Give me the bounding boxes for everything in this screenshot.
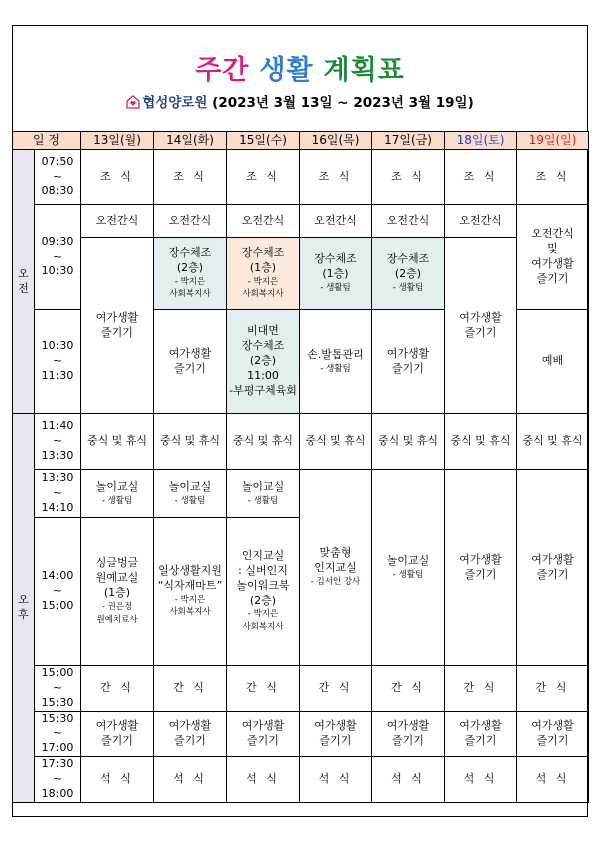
time-cell: 15:30 ~ 17:00	[35, 711, 81, 757]
tuesday-leisure-cell: 여가생활 즐기기	[154, 310, 227, 414]
header-day-thu: 16일(목)	[300, 132, 372, 150]
breakfast-cell: 조 식	[300, 150, 372, 205]
snack-cell: 간 식	[81, 666, 154, 712]
title-part-2: 생활	[259, 55, 314, 86]
dinner-cell: 석 식	[81, 757, 154, 803]
wednesday-cognitive-cell: 인지교실 : 실버인지 놀이워크북 (2층) - 박지은 사회복지사	[227, 518, 300, 666]
snack-cell: 간 식	[372, 666, 445, 712]
monday-leisure-cell: 여가생활 즐기기	[81, 238, 154, 414]
leisure-cell: 여가생활 즐기기	[517, 711, 589, 757]
breakfast-cell: 조 식	[445, 150, 517, 205]
time-cell: 09:30 ~ 10:30	[35, 205, 81, 310]
dinner-cell: 석 식	[300, 757, 372, 803]
leisure-cell: 여가생활 즐기기	[81, 711, 154, 757]
morning-snack-cell: 오전간식	[227, 205, 300, 238]
date-range: (2023년 3월 13일 ~ 2023년 3월 19일)	[212, 95, 474, 111]
breakfast-cell: 조 식	[81, 150, 154, 205]
table-row	[13, 666, 589, 712]
leisure-cell: 여가생활 즐기기	[445, 711, 517, 757]
snack-cell: 간 식	[445, 666, 517, 712]
thursday-nail-care-cell: 손.발톱관리 - 생활팀	[300, 310, 372, 414]
play-class-cell: 놀이교실 - 생활팀	[227, 470, 300, 518]
header-schedule-label: 일 정	[13, 132, 81, 150]
sunday-worship-cell: 예배	[517, 310, 589, 414]
thursday-custom-cognitive-cell: 맞춤형 인지교실 - 김서인 강사	[300, 470, 372, 666]
table-row	[13, 205, 589, 238]
dinner-cell: 석 식	[517, 757, 589, 803]
dinner-cell: 석 식	[154, 757, 227, 803]
lunch-cell: 중식 및 휴식	[227, 414, 300, 470]
table-row	[13, 470, 589, 518]
friday-leisure-cell: 여가생활 즐기기	[372, 310, 445, 414]
morning-snack-cell: 오전간식	[445, 205, 517, 238]
time-cell: 15:00 ~ 15:30	[35, 666, 81, 712]
tuesday-daily-support-cell: 일상생활지원 “식자재마트” - 박지은 사회복지사	[154, 518, 227, 666]
friday-play-class-cell: 놀이교실 - 생활팀	[372, 470, 445, 666]
time-cell: 17:30 ~ 18:00	[35, 757, 81, 803]
lunch-cell: 중식 및 휴식	[445, 414, 517, 470]
table-row	[13, 150, 589, 205]
header-day-sat: 18일(토)	[445, 132, 517, 150]
lunch-cell: 중식 및 휴식	[517, 414, 589, 470]
snack-cell: 간 식	[300, 666, 372, 712]
monday-gardening-cell: 싱글벙글 원예교실 (1층) - 권은정 원예치료사	[81, 518, 154, 666]
table-row	[13, 238, 589, 310]
page-subtitle	[0, 91, 600, 111]
friday-exercise-cell: 장수체조 (2층) - 생활팀	[372, 238, 445, 310]
saturday-leisure-cell: 여가생활 즐기기	[445, 238, 517, 414]
breakfast-cell: 조 식	[227, 150, 300, 205]
header-day-wed: 15일(수)	[227, 132, 300, 150]
tuesday-exercise-cell: 장수체조 (2층) - 박지은 사회복지사	[154, 238, 227, 310]
table-row	[13, 414, 589, 470]
weekly-schedule-table	[12, 131, 589, 803]
table-row	[13, 757, 589, 803]
play-class-cell: 놀이교실 - 생활팀	[81, 470, 154, 518]
play-class-cell: 놀이교실 - 생활팀	[154, 470, 227, 518]
sunday-morning-cell: 오전간식 및 여가생활 즐기기	[517, 205, 589, 310]
morning-snack-cell: 오전간식	[372, 205, 445, 238]
dinner-cell: 석 식	[227, 757, 300, 803]
time-cell: 11:40 ~ 13:30	[35, 414, 81, 470]
lunch-cell: 중식 및 휴식	[154, 414, 227, 470]
morning-snack-cell: 오전간식	[300, 205, 372, 238]
header-day-tue: 14일(화)	[154, 132, 227, 150]
header-day-mon: 13일(월)	[81, 132, 154, 150]
leisure-cell: 여가생활 즐기기	[154, 711, 227, 757]
breakfast-cell: 조 식	[154, 150, 227, 205]
dinner-cell: 석 식	[372, 757, 445, 803]
saturday-afternoon-leisure-cell: 여가생활 즐기기	[445, 470, 517, 666]
period-morning: 오 전	[13, 150, 35, 414]
snack-cell: 간 식	[154, 666, 227, 712]
title-part-1: 주간	[195, 55, 250, 86]
snack-cell: 간 식	[227, 666, 300, 712]
breakfast-cell: 조 식	[517, 150, 589, 205]
lunch-cell: 중식 및 휴식	[81, 414, 154, 470]
time-cell: 07:50 ~ 08:30	[35, 150, 81, 205]
dinner-cell: 석 식	[445, 757, 517, 803]
title-part-3: 계획표	[323, 55, 405, 86]
morning-snack-cell: 오전간식	[154, 205, 227, 238]
leisure-cell: 여가생활 즐기기	[372, 711, 445, 757]
page-title	[0, 48, 600, 87]
breakfast-cell: 조 식	[372, 150, 445, 205]
time-cell: 13:30 ~ 14:10	[35, 470, 81, 518]
lunch-cell: 중식 및 휴식	[300, 414, 372, 470]
table-row	[13, 711, 589, 757]
morning-snack-cell: 오전간식	[81, 205, 154, 238]
thursday-exercise-cell: 장수체조 (1층) - 생활팀	[300, 238, 372, 310]
time-cell: 14:00 ~ 15:00	[35, 518, 81, 666]
leisure-cell: 여가생활 즐기기	[227, 711, 300, 757]
organization-name: 협성양로원	[142, 95, 208, 111]
header-day-fri: 17일(금)	[372, 132, 445, 150]
snack-cell: 간 식	[517, 666, 589, 712]
period-afternoon: 오 후	[13, 414, 35, 803]
header-row	[13, 132, 589, 150]
sunday-afternoon-leisure-cell: 여가생활 즐기기	[517, 470, 589, 666]
wednesday-exercise-cell: 장수체조 (1층) - 박지은 사회복지사	[227, 238, 300, 310]
lunch-cell: 중식 및 휴식	[372, 414, 445, 470]
header-day-sun: 19일(일)	[517, 132, 589, 150]
time-cell: 10:30 ~ 11:30	[35, 310, 81, 414]
leisure-cell: 여가생활 즐기기	[300, 711, 372, 757]
wednesday-online-exercise-cell: 비대면 장수체조 (2층) 11:00 -부평구체육회	[227, 310, 300, 414]
organization-logo-icon	[126, 95, 140, 109]
